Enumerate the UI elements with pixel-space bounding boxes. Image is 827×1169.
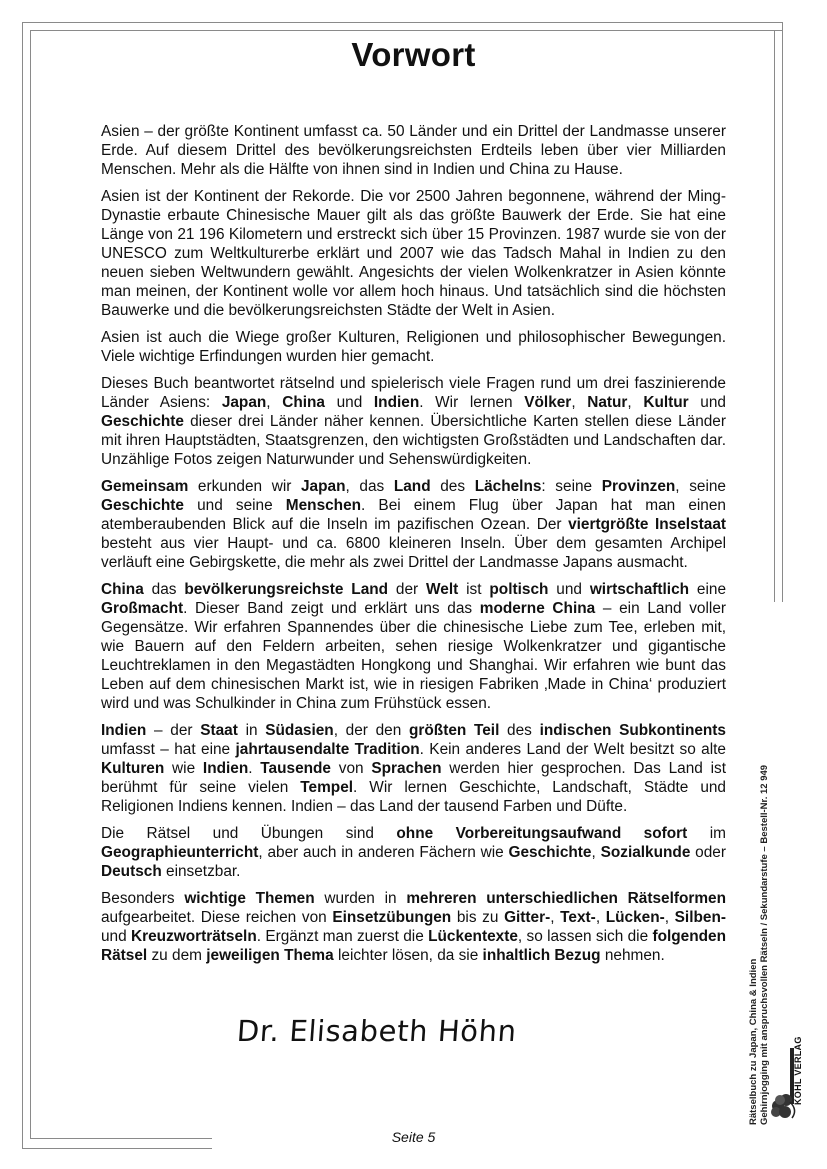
page-title: Vorwort: [351, 36, 476, 73]
text-run: , seine: [675, 478, 726, 495]
bold-term: jahrtausendalte Tradition: [235, 741, 420, 758]
page-border-top-inner: [30, 30, 782, 31]
text-run: aufgearbeitet. Diese reichen von: [101, 909, 333, 926]
text-run: . Wir lernen: [419, 394, 525, 411]
bold-term: Großmacht: [101, 600, 184, 617]
text-run: umfasst – hat eine: [101, 741, 236, 758]
bold-term: moderne China: [479, 600, 596, 617]
text-run: : seine: [541, 478, 602, 495]
text-run: zu dem: [147, 947, 207, 964]
bold-term: Tempel: [300, 779, 354, 796]
bold-term: inhaltlich Bezug: [482, 947, 601, 964]
bold-term: Silben-: [674, 909, 726, 926]
text-run: ,: [595, 909, 606, 926]
text-run: und: [688, 394, 726, 411]
bold-term: ohne Vorbereitungsaufwand sofort: [396, 825, 688, 842]
author-signature: Dr. Elisabeth Höhn: [235, 1014, 518, 1048]
bold-term: bevölkerungsreichste Land: [184, 581, 389, 598]
bold-term: Deutsch: [101, 863, 162, 880]
bold-term: Geschichte: [101, 413, 184, 430]
page-border-left-inner: [30, 30, 31, 1138]
bold-term: wichtige Themen: [184, 890, 315, 907]
bold-term: folgenden Rätsel: [101, 928, 726, 964]
bold-term: Kulturen: [101, 760, 165, 777]
paragraph: [101, 374, 726, 469]
text-run: im: [687, 825, 726, 842]
text-run: wurden in: [314, 890, 407, 907]
bold-term: Südasien: [265, 722, 334, 739]
text-run: Dieses Buch beantwortet rätselnd und spielerisch viele Fragen rund um drei faszinierende Länder Asiens:: [101, 375, 726, 411]
text-run: ,: [266, 394, 283, 411]
bold-term: Völker: [524, 394, 572, 411]
bold-term: Sozialkunde: [600, 844, 691, 861]
bold-term: Geschichte: [508, 844, 592, 861]
text-run: ,: [591, 844, 601, 861]
text-run: . Ergänzt man zuerst die: [256, 928, 429, 945]
text-run: . Wir lernen Geschichte, Landschaft, Städte und Religionen Indiens kennen. Indien – das Land der tausend Farben und Düfte.: [101, 779, 726, 815]
text-run: Asien – der größte Kontinent umfasst ca. 50 Länder und ein Drittel der Landmasse unserer Erde. Auf diesem Drittel des bevölkerungsreichsten Erdteils leben über vier Milliarden Menschen. Mehr als die Hälfte von ihnen sind in Indien und China zu Hause.: [101, 123, 726, 178]
side-imprint-subtitle: Gehirnjogging mit anspruchsvollen Rätseln / Sekundarstufe – Bestell-Nr. 12 949: [759, 764, 770, 1125]
bold-term: China: [101, 581, 144, 598]
text-run: und: [101, 928, 132, 945]
page-border-top-outer: [22, 22, 782, 23]
text-run: das: [143, 581, 185, 598]
bold-term: wirtschaftlich: [589, 581, 690, 598]
bold-term: poltisch: [489, 581, 549, 598]
text-run: besteht aus vier Haupt- und ca. 6800 kleineren Inseln. Über dem gesamten Archipel verläuft eine Gebirgskette, die mehr als zwei Drittel der Landmasse Japans ausmacht.: [101, 535, 726, 571]
paragraph: [101, 328, 726, 366]
text-run: Besonders: [101, 890, 185, 907]
text-run: einsetzbar.: [161, 863, 241, 880]
bold-term: Japan: [221, 394, 267, 411]
text-run: nehmen.: [600, 947, 665, 964]
bold-term: Menschen: [285, 497, 362, 514]
bold-term: Text-: [560, 909, 596, 926]
publisher-name: KOHL VERLAG: [793, 1036, 803, 1105]
bold-term: Sprachen: [371, 760, 442, 777]
paragraph: [101, 477, 726, 572]
text-run: in: [237, 722, 266, 739]
text-run: Die Rätsel und Übungen sind: [101, 825, 397, 842]
bold-term: Indien: [202, 760, 249, 777]
text-run: . Dieser Band zeigt und erklärt uns das: [183, 600, 480, 617]
text-run: ,: [571, 394, 588, 411]
text-run: , der den: [333, 722, 409, 739]
bold-term: Geschichte: [101, 497, 184, 514]
paragraph: [101, 187, 726, 320]
bold-term: China: [282, 394, 325, 411]
foreword-body: [101, 122, 726, 973]
text-run: ,: [664, 909, 675, 926]
text-run: und: [324, 394, 374, 411]
side-imprint-title: Rätselbuch zu Japan, China & Indien: [748, 958, 759, 1125]
paragraph: [101, 721, 726, 816]
bold-term: Land: [393, 478, 431, 495]
bold-term: viertgrößte Inselstaat: [568, 516, 727, 533]
bold-term: Staat: [200, 722, 238, 739]
text-run: wie: [164, 760, 203, 777]
bold-term: Geographieunterricht: [101, 844, 259, 861]
bold-term: Tausende: [260, 760, 331, 777]
text-run: ist: [458, 581, 490, 598]
bold-term: Provinzen: [601, 478, 676, 495]
page-number: Seite 5: [391, 1129, 436, 1145]
text-run: des: [430, 478, 475, 495]
text-run: oder: [690, 844, 726, 861]
bold-term: Indien: [101, 722, 147, 739]
text-run: . Bei einem Flug über Japan hat man einen atemberaubenden Blick auf die Inseln im pazifischen Ozean. Der: [101, 497, 726, 533]
bold-term: größten Teil: [409, 722, 500, 739]
text-run: und: [548, 581, 590, 598]
text-run: eine: [689, 581, 727, 598]
bold-term: Kreuzworträtseln: [131, 928, 257, 945]
page-border-right-inner: [774, 30, 775, 602]
bold-term: Lächelns: [474, 478, 542, 495]
text-run: , das: [345, 478, 394, 495]
text-run: ,: [627, 394, 644, 411]
paragraph: [101, 122, 726, 179]
bold-term: Gitter-: [504, 909, 551, 926]
page-border-bottom-outer: [22, 1148, 212, 1149]
text-run: und seine: [183, 497, 286, 514]
bold-term: Indien: [373, 394, 420, 411]
text-run: des: [499, 722, 540, 739]
bold-term: Gemeinsam: [101, 478, 189, 495]
text-run: dieser drei Länder näher kennen. Übersichtliche Karten stellen diese Länder mit ihren Hauptstädten, Staatsgrenzen, den wichtigsten Großstädten und Landschaften dar. Unzählige Fotos zeigen Naturwunder und Sehenswürdigkeiten.: [101, 413, 726, 468]
bold-term: Kultur: [643, 394, 689, 411]
text-run: bis zu: [451, 909, 505, 926]
bold-term: Japan: [301, 478, 346, 495]
text-run: leichter lösen, da sie: [333, 947, 483, 964]
text-run: Asien ist auch die Wiege großer Kulturen, Religionen und philosophischer Bewegungen. Viele wichtige Erfindungen wurden hier gemacht.: [101, 329, 726, 365]
bold-term: jeweiligen Thema: [206, 947, 334, 964]
bold-term: Lückentexte: [428, 928, 518, 945]
text-run: – ein Land voller Gegensätze. Wir erfahren Spannendes über die chinesische Liebe zum Tee, erleben mit, wie Bauern auf den Feldern arbeiten, sehen riesige Wolkenkratzer und gigantische Leuchtreklamen in den Megastädten Hongkong und Shanghai. Wir erfahren wie bunt das Leben auf dem chinesischen Markt ist, wie in riesigen Fabriken ‚Made in China‘ produziert wird und was Schulkinder in China zum Frühstück essen.: [101, 600, 727, 712]
bold-term: Welt: [426, 581, 459, 598]
text-run: , aber auch in anderen Fächern wie: [258, 844, 509, 861]
text-run: ,: [550, 909, 561, 926]
text-run: Asien ist der Kontinent der Rekorde. Die vor 2500 Jahren begonnene, während der Ming-Dynastie erbaute Chinesische Mauer gilt als das größte Bauwerk der Erde. Sie hat eine Länge von 21 196 Kilometern und erstreckt sich über 15 Provinzen. 1987 wurde sie von der UNESCO zum Weltkulturerbe erklärt und 2007 wie das Tadsch Mahal in Indien zu den neuen sieben Weltwundern gewählt. Angesichts der vielen Wolkenkratzer in Asien könnte man meinen, der Kontinent wolle vor allem hoch hinaus. Und tatsächlich sind die höchsten Bauwerke und die bevölkerungsreichsten Städte der Welt in Asien.: [101, 188, 726, 319]
bold-term: Lücken-: [605, 909, 665, 926]
text-run: .: [248, 760, 261, 777]
bold-term: Einsetzübungen: [332, 909, 452, 926]
bold-term: indischen Subkontinents: [539, 722, 726, 739]
page-border-left-outer: [22, 22, 23, 1148]
text-run: . Kein anderes Land der Welt besitzt so alte: [419, 741, 726, 758]
text-run: – der: [146, 722, 201, 739]
paragraph: [101, 580, 726, 713]
text-run: , so lassen sich die: [517, 928, 653, 945]
text-run: von: [331, 760, 372, 777]
text-run: werden hier gesprochen. Das Land ist berühmt für seine vielen: [101, 760, 726, 796]
bold-term: Natur: [587, 394, 628, 411]
page-border-right-outer: [782, 22, 783, 602]
paragraph: [101, 824, 726, 881]
paragraph: [101, 889, 726, 965]
text-run: der: [388, 581, 427, 598]
text-run: erkunden wir: [188, 478, 301, 495]
bold-term: mehreren unterschiedlichen Rätselformen: [406, 890, 727, 907]
